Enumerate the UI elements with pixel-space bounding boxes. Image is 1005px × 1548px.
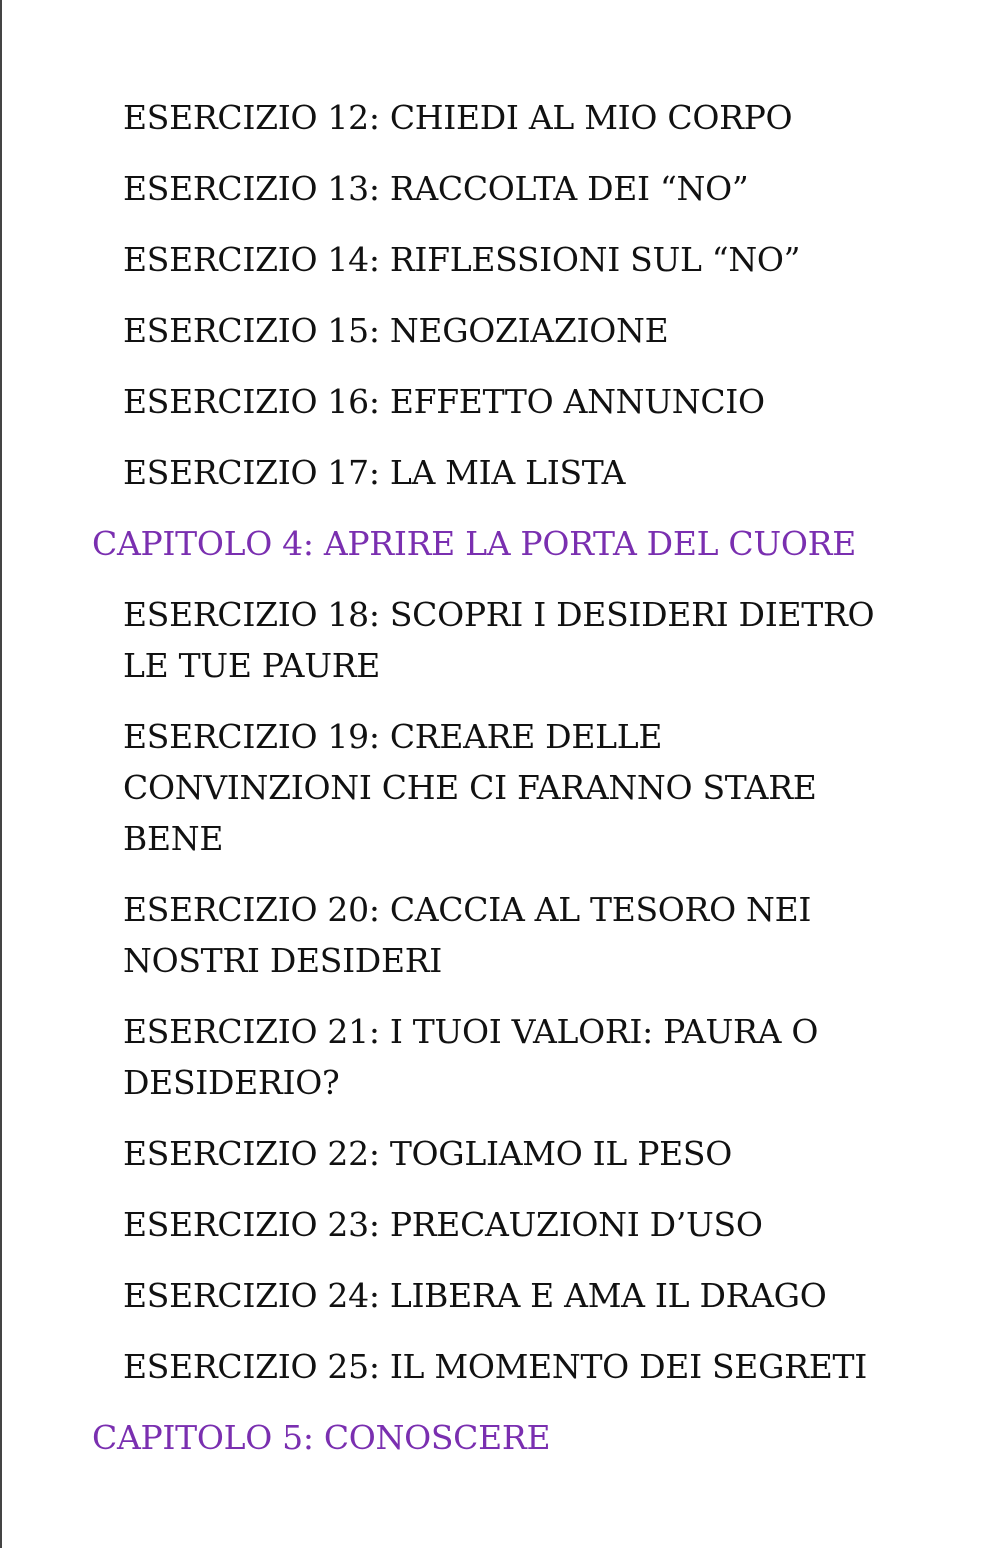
toc-link-exercise-15[interactable]: ESERCIZIO 15: NEGOZIAZIONE bbox=[123, 311, 669, 350]
toc-link-exercise-12[interactable]: ESERCIZIO 12: CHIEDI AL MIO CORPO bbox=[123, 98, 793, 137]
toc-link-exercise-22[interactable]: ESERCIZIO 22: TOGLIAMO IL PESO bbox=[123, 1134, 732, 1173]
toc-link-exercise-16[interactable]: ESERCIZIO 16: EFFETTO ANNUNCIO bbox=[123, 382, 765, 421]
toc-link-chapter-5[interactable]: CAPITOLO 5: CONOSCERE bbox=[92, 1418, 551, 1457]
toc-link-exercise-21[interactable]: ESERCIZIO 21: I TUOI VALORI: PAURA O DESIDERIO? bbox=[123, 1012, 819, 1102]
toc-link-exercise-13[interactable]: ESERCIZIO 13: RACCOLTA DEI “NO” bbox=[123, 169, 749, 208]
table-of-contents bbox=[0, 92, 1005, 1483]
toc-link-exercise-23[interactable]: ESERCIZIO 23: PRECAUZIONI D’USO bbox=[123, 1205, 763, 1244]
toc-link-exercise-19[interactable]: ESERCIZIO 19: CREARE DELLE CONVINZIONI CHE CI FARANNO STARE BENE bbox=[123, 717, 817, 858]
toc-link-chapter-4[interactable]: CAPITOLO 4: APRIRE LA PORTA DEL CUORE bbox=[92, 524, 856, 563]
toc-link-exercise-17[interactable]: ESERCIZIO 17: LA MIA LISTA bbox=[123, 453, 626, 492]
toc-link-exercise-25[interactable]: ESERCIZIO 25: IL MOMENTO DEI SEGRETI bbox=[123, 1347, 867, 1386]
toc-link-exercise-14[interactable]: ESERCIZIO 14: RIFLESSIONI SUL “NO” bbox=[123, 240, 801, 279]
toc-link-exercise-20[interactable]: ESERCIZIO 20: CACCIA AL TESORO NEI NOSTRI DESIDERI bbox=[123, 890, 812, 980]
toc-link-exercise-24[interactable]: ESERCIZIO 24: LIBERA E AMA IL DRAGO bbox=[123, 1276, 827, 1315]
toc-link-exercise-18[interactable]: ESERCIZIO 18: SCOPRI I DESIDERI DIETRO LE TUE PAURE bbox=[123, 595, 875, 685]
